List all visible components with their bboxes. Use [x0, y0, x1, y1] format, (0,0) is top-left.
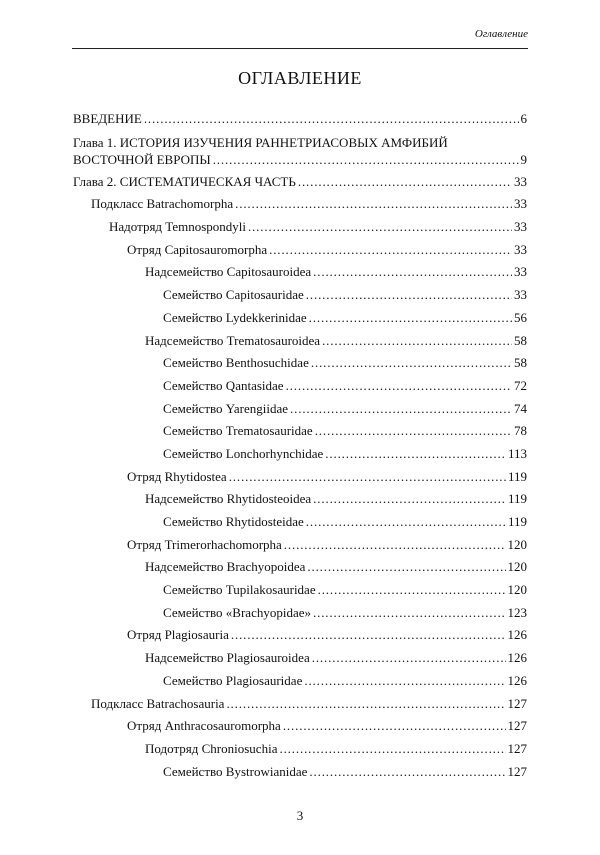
- toc-entry-page: 113: [507, 445, 527, 461]
- toc-entry-text: Семейство Bystrowianidae: [163, 763, 308, 779]
- toc-entry-page: 33: [514, 196, 527, 212]
- dot-leader: [318, 582, 506, 597]
- toc-entry: [73, 670, 527, 693]
- toc-entry: [73, 330, 527, 353]
- dot-leader: [284, 537, 506, 552]
- toc-entry-text: Семейство Qantasidae: [163, 377, 284, 393]
- toc-entry-page: 126: [507, 672, 527, 688]
- dot-leader: [315, 423, 512, 438]
- toc-entry-page: 119: [507, 514, 527, 529]
- toc-entry-text: Отряд Rhytidostea: [127, 468, 227, 484]
- toc-entry-page: 33: [514, 219, 527, 235]
- toc-entry-page: 9: [520, 151, 527, 167]
- toc-entry-page: 119: [507, 491, 527, 507]
- dot-leader: [322, 333, 512, 348]
- toc-entry-text: Надсемейство Rhytidosteoidea: [145, 491, 312, 507]
- toc-entry: [73, 216, 527, 239]
- dot-leader: [286, 378, 512, 393]
- toc-entry: [73, 420, 527, 443]
- dot-leader: [298, 174, 512, 189]
- toc-entry-page: 72: [514, 377, 527, 393]
- dot-leader: [313, 605, 506, 620]
- dot-leader: [229, 469, 506, 484]
- toc-entry-text: Отряд Anthracosauromorpha: [127, 718, 281, 734]
- toc-entry-text: Глава 1. ИСТОРИЯ ИЗУЧЕНИЯ РАННЕТРИАСОВЫХ АМФИБИЙ: [73, 134, 448, 150]
- dot-leader: [312, 650, 506, 665]
- toc-entry-text: Семейство Lonchorhynchidae: [163, 445, 324, 461]
- dot-leader: [325, 446, 506, 461]
- toc-entry-text: Отряд Capitosauromorpha: [127, 241, 268, 257]
- toc-entry: [73, 488, 527, 511]
- dot-leader: [283, 718, 506, 733]
- toc-entry: [73, 284, 527, 307]
- page-number: 3: [296, 808, 304, 823]
- toc-entry-page: 127: [507, 718, 527, 734]
- running-head: Оглавление: [474, 28, 528, 40]
- toc-entry-text: Отряд Trimerorhachomorpha: [127, 536, 282, 552]
- toc-entry-page: 127: [507, 695, 527, 711]
- toc-entry: [73, 647, 527, 670]
- toc-entry: [73, 443, 527, 466]
- header-rule: [72, 48, 528, 49]
- toc-entry-page: 33: [514, 173, 527, 189]
- toc-entry: [73, 693, 527, 716]
- toc-entry-text: Подотряд Chroniosuchia: [145, 740, 278, 756]
- toc-entry-text: ВОСТОЧНОЙ ЕВРОПЫ: [73, 151, 211, 167]
- toc-entry-page: 33: [514, 241, 527, 257]
- dot-leader: [313, 264, 512, 279]
- toc-entry: [73, 261, 527, 284]
- toc-entry: [73, 239, 527, 262]
- toc-entry-page: 58: [514, 332, 527, 348]
- toc-entry: [73, 624, 527, 647]
- toc-entry: [73, 715, 527, 738]
- toc-entry: [73, 761, 527, 784]
- toc-entry: [73, 556, 527, 579]
- dot-leader: [309, 764, 505, 779]
- toc-entry-text: Семейство «Brachyopidae»: [163, 604, 311, 620]
- toc-entry-page: 123: [507, 604, 527, 620]
- toc-entry-page: 58: [514, 355, 527, 371]
- toc-entry: [73, 108, 527, 131]
- page-title: ОГЛАВЛЕНИЕ: [238, 68, 362, 88]
- toc-entry: [73, 375, 527, 398]
- toc-entry-text: Глава 2. СИСТЕМАТИЧЕСКАЯ ЧАСТЬ: [73, 173, 296, 189]
- toc-entry: [73, 738, 527, 761]
- dot-leader: [213, 151, 519, 168]
- toc-entry-text: Семейство Rhytidosteidae: [163, 514, 304, 529]
- toc-entry-page: 126: [507, 627, 527, 643]
- dot-leader: [290, 401, 512, 416]
- toc-entry: [73, 307, 527, 330]
- toc-entry: [73, 131, 527, 171]
- toc-entry: [73, 193, 527, 216]
- toc-entry: [73, 466, 527, 489]
- toc-entry: [73, 398, 527, 421]
- toc-entry-page: 120: [507, 559, 527, 575]
- toc-entry-text: Надсемейство Capitosauroidea: [145, 264, 312, 280]
- toc-entry-text: Надсемейство Trematosauroidea: [145, 332, 321, 348]
- toc-entry-text: Семейство Yarengiidae: [163, 400, 289, 416]
- dot-leader: [306, 514, 506, 529]
- toc-entry-text: Семейство Tupilakosauridae: [163, 582, 316, 598]
- toc-entry-page: 120: [507, 582, 527, 598]
- toc-entry-text: Подкласс Batrachomorpha: [91, 196, 234, 212]
- toc-entry-text: ВВЕДЕНИЕ: [73, 111, 142, 126]
- toc-entry-page: 56: [514, 309, 527, 325]
- toc-entry-page: 127: [507, 740, 527, 756]
- toc-entry: [73, 602, 527, 625]
- toc-entry-text: Семейство Plagiosauridae: [163, 672, 303, 688]
- toc-entry-text: Семейство Benthosuchidae: [163, 355, 309, 371]
- dot-leader: [231, 627, 506, 642]
- toc-entry-text: Отряд Plagiosauria: [127, 627, 229, 643]
- toc-entry-text: Семейство Lydekkerinidae: [163, 309, 307, 325]
- dot-leader: [269, 242, 512, 257]
- toc-entry-text: Подкласс Batrachosauria: [91, 695, 225, 711]
- toc-entry-page: 78: [514, 423, 527, 439]
- toc-entry-text: Семейство Trematosauridae: [163, 423, 313, 439]
- toc-entry-text: Надсемейство Plagiosauroidea: [145, 650, 310, 666]
- toc-entry-page: 120: [507, 536, 527, 552]
- dot-leader: [306, 287, 512, 302]
- toc-entry-text: Семейство Capitosauridae: [163, 287, 304, 303]
- dot-leader: [311, 355, 512, 370]
- table-of-contents: [73, 108, 527, 783]
- dot-leader: [304, 673, 505, 688]
- dot-leader: [226, 696, 505, 711]
- toc-entry: [73, 352, 527, 375]
- toc-entry-page: 126: [507, 650, 527, 666]
- toc-entry-page: 127: [507, 763, 527, 779]
- dot-leader: [235, 196, 512, 211]
- toc-entry-text: Надсемейство Brachyopoidea: [145, 559, 306, 575]
- dot-leader: [248, 219, 512, 234]
- toc-entry: [73, 511, 527, 534]
- dot-leader: [144, 111, 519, 126]
- dot-leader: [279, 741, 505, 756]
- toc-entry: [73, 579, 527, 602]
- dot-leader: [313, 491, 506, 506]
- toc-entry: [73, 171, 527, 194]
- toc-entry-page: 33: [514, 264, 527, 280]
- dot-leader: [307, 559, 505, 574]
- toc-entry-text: Надотряд Temnospondyli: [109, 219, 246, 235]
- toc-entry-page: 6: [520, 111, 527, 126]
- toc-entry-page: 33: [514, 287, 527, 303]
- toc-entry-page: 119: [507, 468, 527, 484]
- toc-entry: [73, 534, 527, 557]
- toc-entry-page: 74: [514, 400, 527, 416]
- dot-leader: [309, 310, 512, 325]
